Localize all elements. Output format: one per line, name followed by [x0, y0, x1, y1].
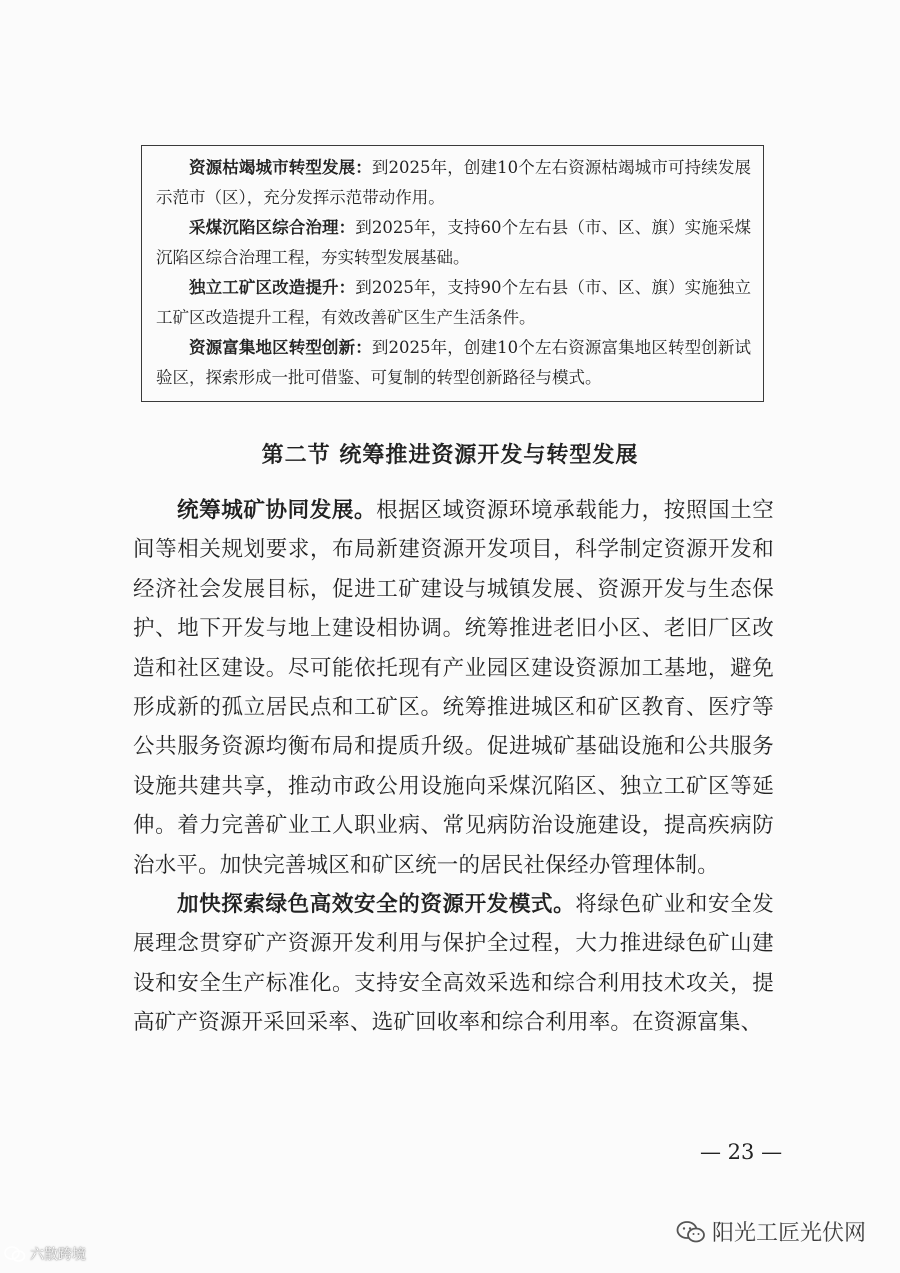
paragraph-lead: 加快探索绿色高效安全的资源开发模式。 — [177, 892, 576, 918]
page-number: — 23 — — [700, 1140, 783, 1164]
paragraph-text: 将绿色矿业和安全发展理念贯穿矿产资源开发利用与保护全过程，大力推进绿色矿山建设和安全生产标准化。支持安全高效采选和综合利用技术攻关，提高矿产资源开采回采率、选矿回收率和综合利用率。在资源富集、 — [133, 892, 774, 1036]
watermark-right-text: 阳光工匠光伏网 — [712, 1221, 867, 1246]
paragraph-1 — [133, 491, 774, 885]
box-item-lead: 采煤沉陷区综合治理： — [189, 218, 356, 237]
box-item-text: 到2025年，支持60个左右县（市、区、旗）实施采煤沉陷区综合治理工程，夯实转型发展基础。 — [156, 218, 751, 267]
box-item-text: 到2025年，支持90个左右县（市、区、旗）实施独立工矿区改造提升工程，有效改善矿区生产生活条件。 — [156, 278, 751, 327]
section-title: 第二节 统筹推进资源开发与转型发展 — [261, 443, 639, 468]
box-item-4 — [156, 333, 751, 393]
watermark-right — [676, 1216, 866, 1247]
watermark-left-text: 六散跨境 — [30, 1247, 86, 1263]
wechat-icon — [4, 1245, 26, 1263]
box-item-lead: 资源枯竭城市转型发展： — [189, 158, 372, 177]
paragraph-2 — [133, 885, 774, 1043]
box-item-lead: 资源富集地区转型创新： — [189, 338, 372, 357]
watermark-left — [4, 1244, 86, 1264]
wechat-icon — [676, 1220, 706, 1244]
box-item-3 — [156, 273, 751, 333]
box-item-text: 到2025年，创建10个左右资源富集地区转型创新试验区，探索形成一批可借鉴、可复制的转型创新路径与模式。 — [156, 338, 751, 387]
box-item-1 — [156, 153, 751, 213]
paragraph-lead: 统筹城矿协同发展。 — [177, 498, 377, 523]
summary-box — [141, 145, 764, 402]
body-text — [133, 491, 774, 1043]
box-item-text: 到2025年，创建10个左右资源枯竭城市可持续发展示范市（区），充分发挥示范带动作用。 — [156, 158, 751, 207]
paragraph-text: 根据区域资源环境承载能力，按照国土空间等相关规划要求，布局新建资源开发项目，科学制定资源开发和经济社会发展目标，促进工矿建设与城镇发展、资源开发与生态保护、地下开发与地上建设相协调。统筹推进老旧小区、老旧厂区改造和社区建设。尽可能依托现有产业园区建设资源加工基地，避免形成新的孤立居民点和工矿区。统筹推进城区和矿区教育、医疗等公共服务资源均衡布局和提质升级。促进城矿基础设施和公共服务设施共建共享，推动市政公用设施向采煤沉陷区、独立工矿区等延伸。着力完善矿业工人职业病、常见病防治设施建设，提高疾病防治水平。加快完善城区和矿区统一的居民社保经办管理体制。 — [133, 498, 774, 878]
box-item-lead: 独立工矿区改造提升： — [189, 278, 356, 297]
box-item-2 — [156, 213, 751, 273]
